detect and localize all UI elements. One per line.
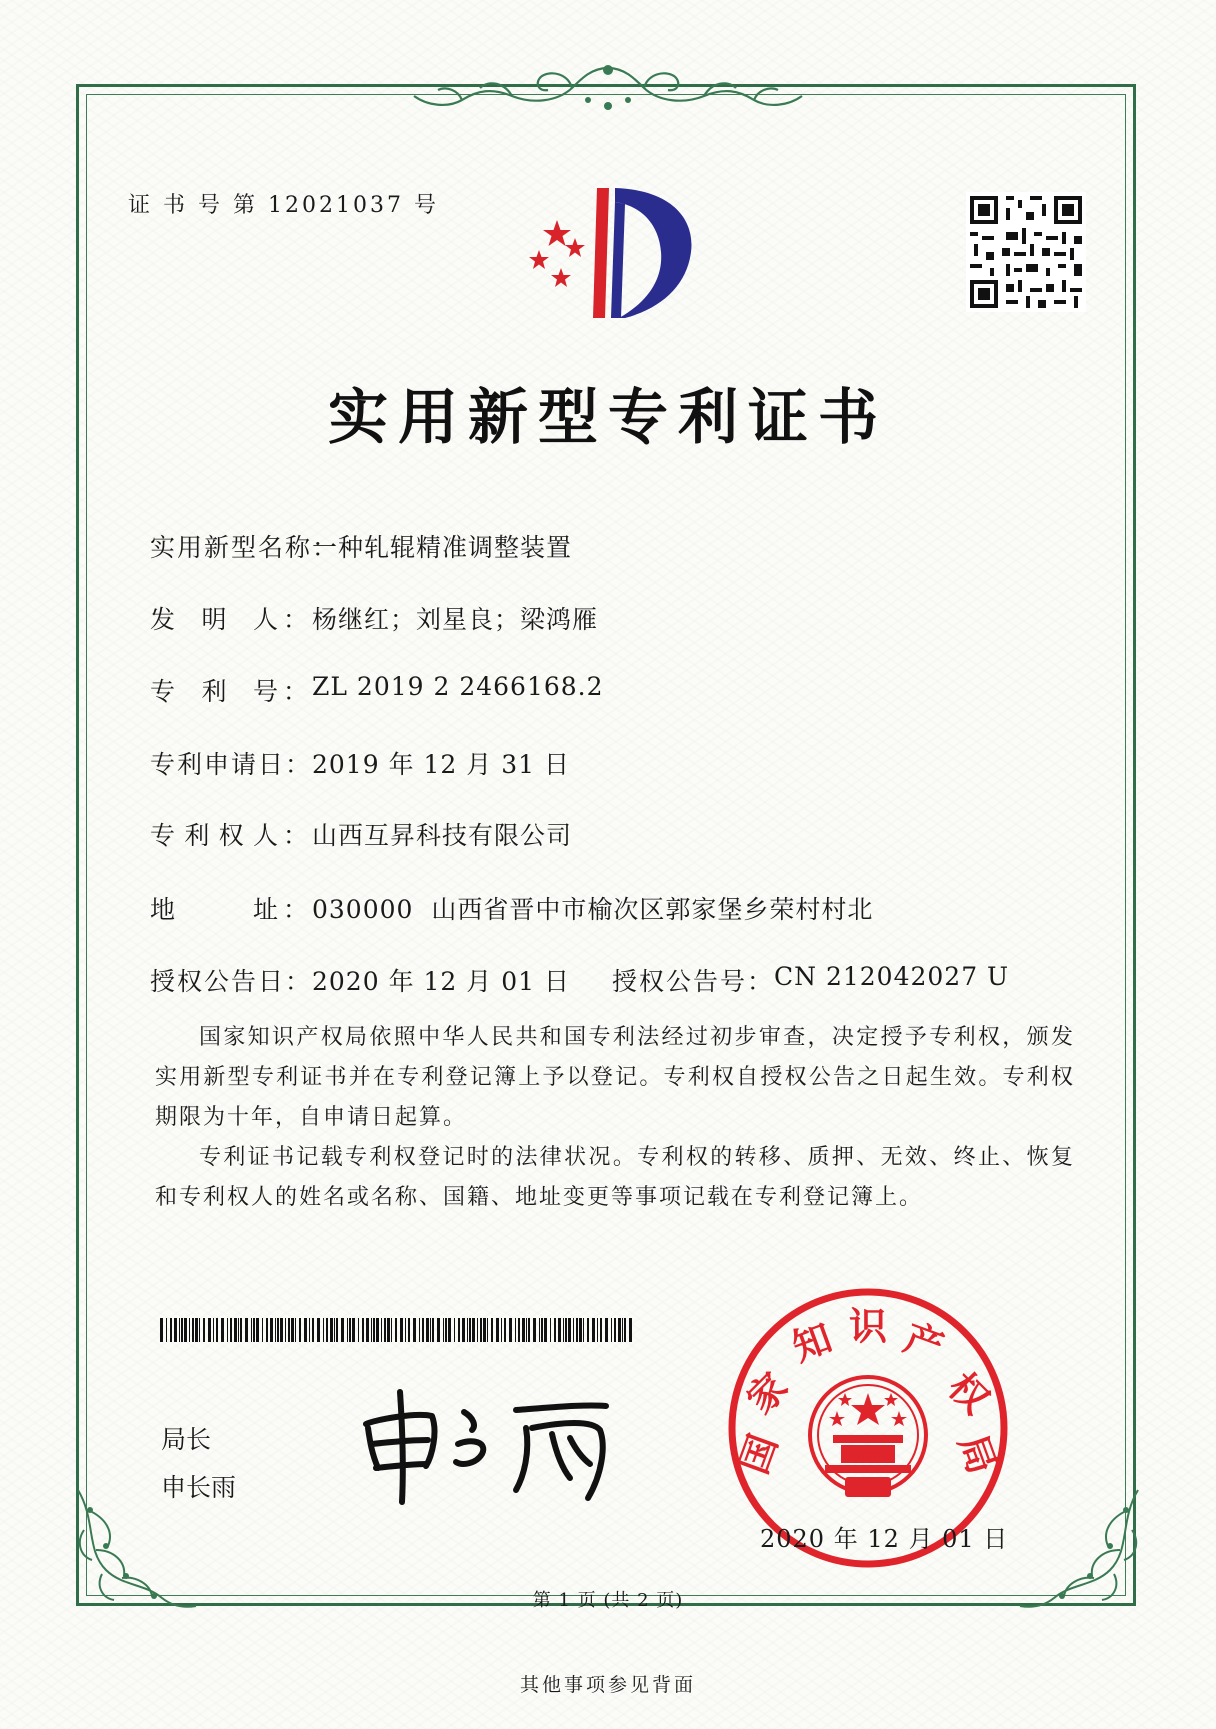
label-char: 人: [252, 821, 280, 850]
label-char: 利: [184, 821, 212, 850]
label-char: 权: [218, 821, 246, 850]
label-char: 人: [252, 605, 280, 634]
svg-text:家: 家: [738, 1364, 797, 1423]
field-label-grant-no: 授权公告号：: [612, 967, 775, 996]
body-paragraph-1: 国家知识产权局依照中华人民共和国专利法经过初步审查，决定授予专利权，颁发实用新型专利证书并在专利登记簿上予以登记。专利权自授权公告之日起生效。专利权期限为十年，自申请日起算。: [155, 1025, 1075, 1130]
field-label-grant-date: 授权公告日：: [150, 967, 313, 996]
footer-note: 其他事项参见背面: [519, 1674, 696, 1696]
field-value-name: 一种轧辊精准调整装置: [312, 533, 573, 562]
svg-text:识: 识: [848, 1304, 888, 1349]
svg-text:知: 知: [786, 1315, 838, 1370]
label-char: 址: [252, 895, 280, 924]
field-label-address: [150, 890, 280, 926]
field-colon: ：: [283, 821, 310, 850]
label-char: 专: [150, 677, 178, 706]
qr-code-icon: [966, 192, 1086, 312]
field-label-application-date: 专利申请日：: [150, 750, 313, 779]
field-value-inventor: 杨继红；刘星良；梁鸿雁: [312, 605, 599, 634]
top-ornament: [392, 60, 824, 115]
field-value-patentee: 山西互昇科技有限公司: [312, 821, 573, 850]
label-char: 明: [201, 605, 229, 634]
field-label-patent-no: [150, 672, 280, 708]
director-name: 申长雨: [161, 1473, 237, 1502]
barcode-icon: [160, 1318, 635, 1342]
field-value-address: 030000 山西省晋中市榆次区郭家堡乡荣村村北: [312, 895, 874, 924]
field-label-inventor: [150, 600, 280, 636]
svg-text:局: 局: [950, 1428, 1005, 1480]
page-number: 第 1 页 (共 2 页): [532, 1590, 684, 1611]
svg-text:产: 产: [898, 1315, 950, 1370]
field-label-name: 实用新型名称：: [150, 533, 340, 562]
field-value-application-date: 2019 年 12 月 31 日: [312, 750, 570, 779]
certificate-title: 实用新型专利证书: [328, 383, 888, 453]
field-colon: ：: [283, 677, 310, 706]
label-char: 号: [252, 677, 280, 706]
cnipa-logo-icon: [513, 180, 703, 330]
field-colon: ：: [283, 895, 310, 924]
label-char: 发: [150, 605, 178, 634]
certificate-body-text: [155, 1018, 1075, 1218]
field-label-patentee: [150, 816, 280, 852]
svg-text:权: 权: [939, 1364, 998, 1423]
label-char: 地: [150, 895, 178, 924]
field-colon: ：: [283, 605, 310, 634]
label-char: 利: [201, 677, 229, 706]
label-char: 专: [150, 821, 178, 850]
svg-text:国: 国: [731, 1428, 786, 1480]
field-value-grant-date: 2020 年 12 月 01 日: [312, 967, 570, 996]
field-value-patent-no: ZL 2019 2 2466168.2: [312, 672, 604, 701]
director-signature: [356, 1382, 621, 1507]
seal-date: 2020 年 12 月 01 日: [760, 1525, 1009, 1553]
field-value-grant-no: CN 212042027 U: [774, 962, 1010, 991]
body-paragraph-2: 专利证书记载专利权登记时的法律状况。专利权的转移、质押、无效、终止、恢复和专利权人的姓名或名称、国籍、地址变更等事项记载在专利登记簿上。: [155, 1145, 1075, 1210]
certificate-number: 证 书 号 第 12021037 号: [128, 193, 439, 218]
director-title: 局长: [161, 1425, 212, 1454]
